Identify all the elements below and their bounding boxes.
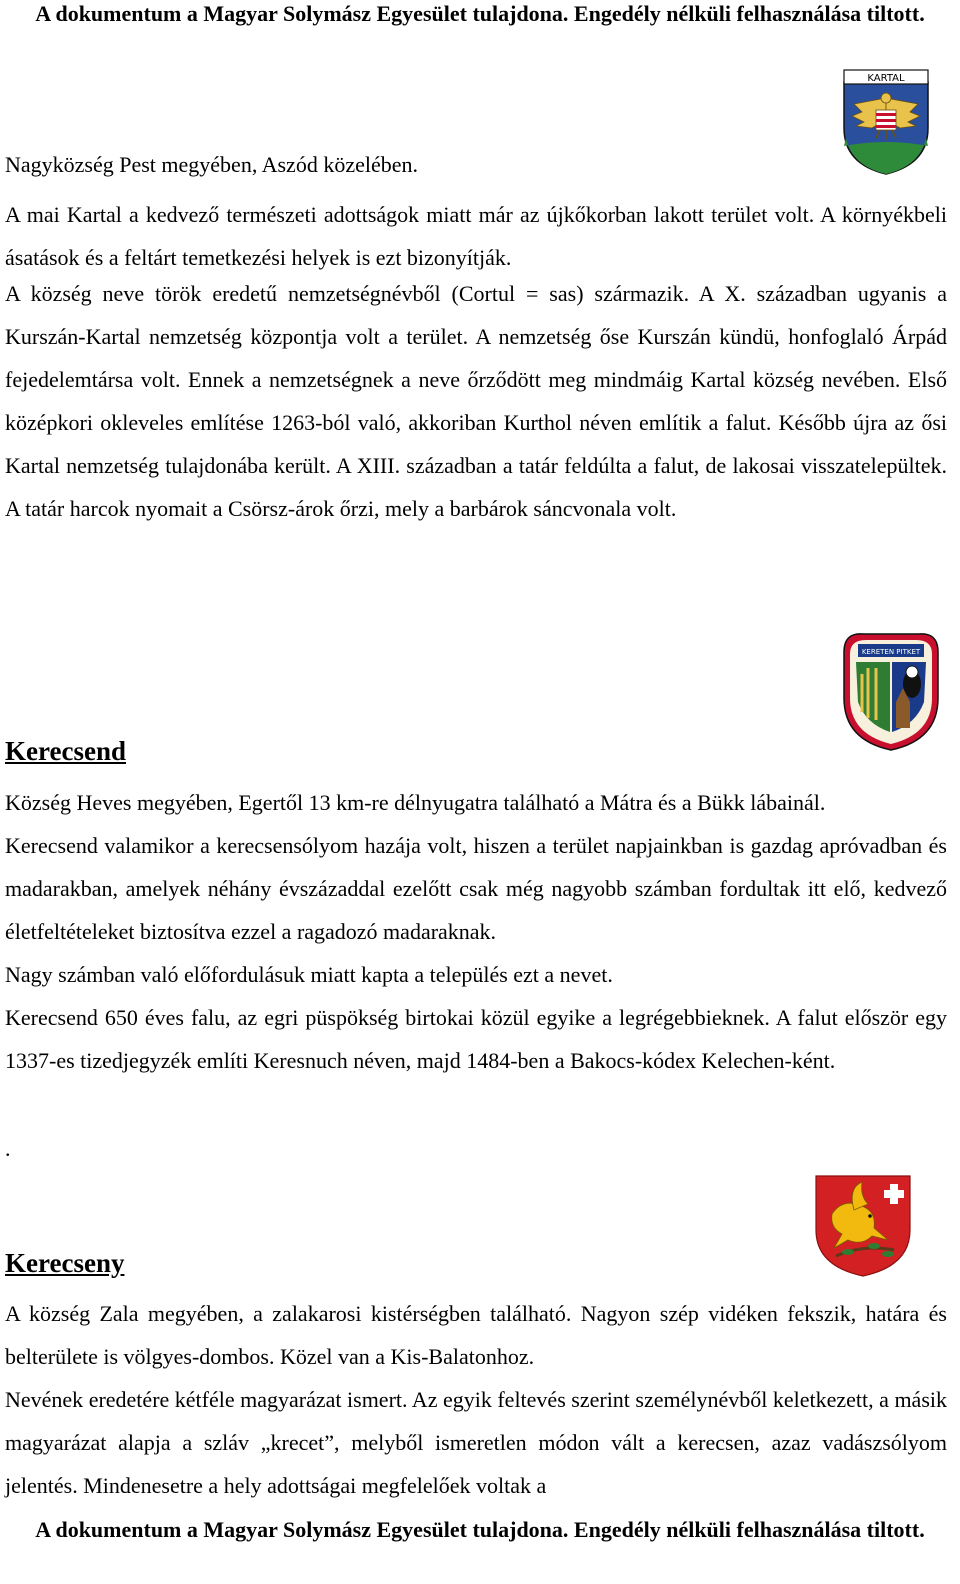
kerecsend-name-paragraph: Nagy számban való előfordulásuk miatt kapta a település ezt a nevet.: [5, 962, 613, 987]
kerecseny-heading: Kerecseny: [5, 1248, 125, 1278]
ownership-notice-top: A dokumentum a Magyar Solymász Egyesület tulajdona. Engedély nélküli felhasználása tiltott.: [35, 1, 925, 26]
kartal-crest-label: KARTAL: [867, 73, 905, 84]
kartal-history-paragraph: A mai Kartal a kedvező természeti adottságok miatt már az újkőkorban lakott terület volt. A környékbeli ásatások és a feltárt temetkezési helyek is ezt bizonyítják.: [5, 202, 947, 270]
kerecsend-crest-label: KERETEN PITKET: [861, 648, 921, 656]
kerecseny-location-paragraph: A község Zala megyében, a zalakarosi kistérségben található. Nagyon szép vidéken fekszik, határa és belterülete is völgyes-dombos. Közel van a Kis-Balatonhoz.: [5, 1301, 947, 1369]
separator-dot: .: [5, 1136, 11, 1161]
ownership-notice-bottom: A dokumentum a Magyar Solymász Egyesület tulajdona. Engedély nélküli felhasználása tiltott.: [35, 1517, 925, 1542]
kerecseny-coat-of-arms-icon: [814, 1174, 912, 1278]
kerecsend-falcon-paragraph: Kerecsend valamikor a kerecsensólyom hazája volt, hiszen a terület napjainkban is gazdag apróvadban és madarakban, amelyek néhány évszázaddal ezelőtt csak még nagyobb számban fordultak itt elő, kedvező életfeltételeket biztosítva ezzel a ragadozó madaraknak.: [5, 833, 947, 944]
kerecseny-name-origin-paragraph: Nevének eredetére kétféle magyarázat ismert. Az egyik feltevés szerint személynévből keletkezett, a másik magyarázat alapja a szláv „krecet”, melyből ismeretlen módon vált a kerecsen, azaz vadászsólyom jelentés. Mindenesetre a hely adottságai megfelelőek voltak a: [5, 1387, 947, 1498]
kerecsend-location-paragraph: Község Heves megyében, Egertől 13 km-re délnyugatra található a Mátra és a Bükk lábainál.: [5, 790, 826, 815]
kerecsend-coat-of-arms-icon: [838, 628, 944, 754]
kartal-name-origin-paragraph: A község neve török eredetű nemzetségnévből (Cortul = sas) származik. A X. században ugyanis a Kurszán-Kartal nemzetség központja volt a terület. A nemzetség őse Kurszán kündü, honfoglaló Árpád fejedelemtársa volt. Ennek a nemzetségnek a neve őrződött meg mindmáig Kartal község nevében. Első középkori okleveles említése 1263-ból való, akkoriban Kurthol néven említik a falut. Később újra az ősi Kartal nemzetség tulajdonába került. A XIII. században a tatár feldúlta a falut, de lakosai visszatelepültek. A tatár harcok nyomait a Csörsz-árok őrzi, mely a barbárok sáncvonala volt.: [5, 281, 947, 521]
kerecsend-heading: Kerecsend: [5, 736, 126, 766]
kerecsend-history-paragraph: Kerecsend 650 éves falu, az egri püspökség birtokai közül egyike a legrégebbieknek. A falut először egy 1337-es tizedjegyzék említi Keresnuch néven, majd 1484-ben a Bakocs-kódex Kelechen-ként.: [5, 1005, 947, 1073]
kartal-location-paragraph: Nagyközség Pest megyében, Aszód közelében.: [5, 152, 418, 177]
